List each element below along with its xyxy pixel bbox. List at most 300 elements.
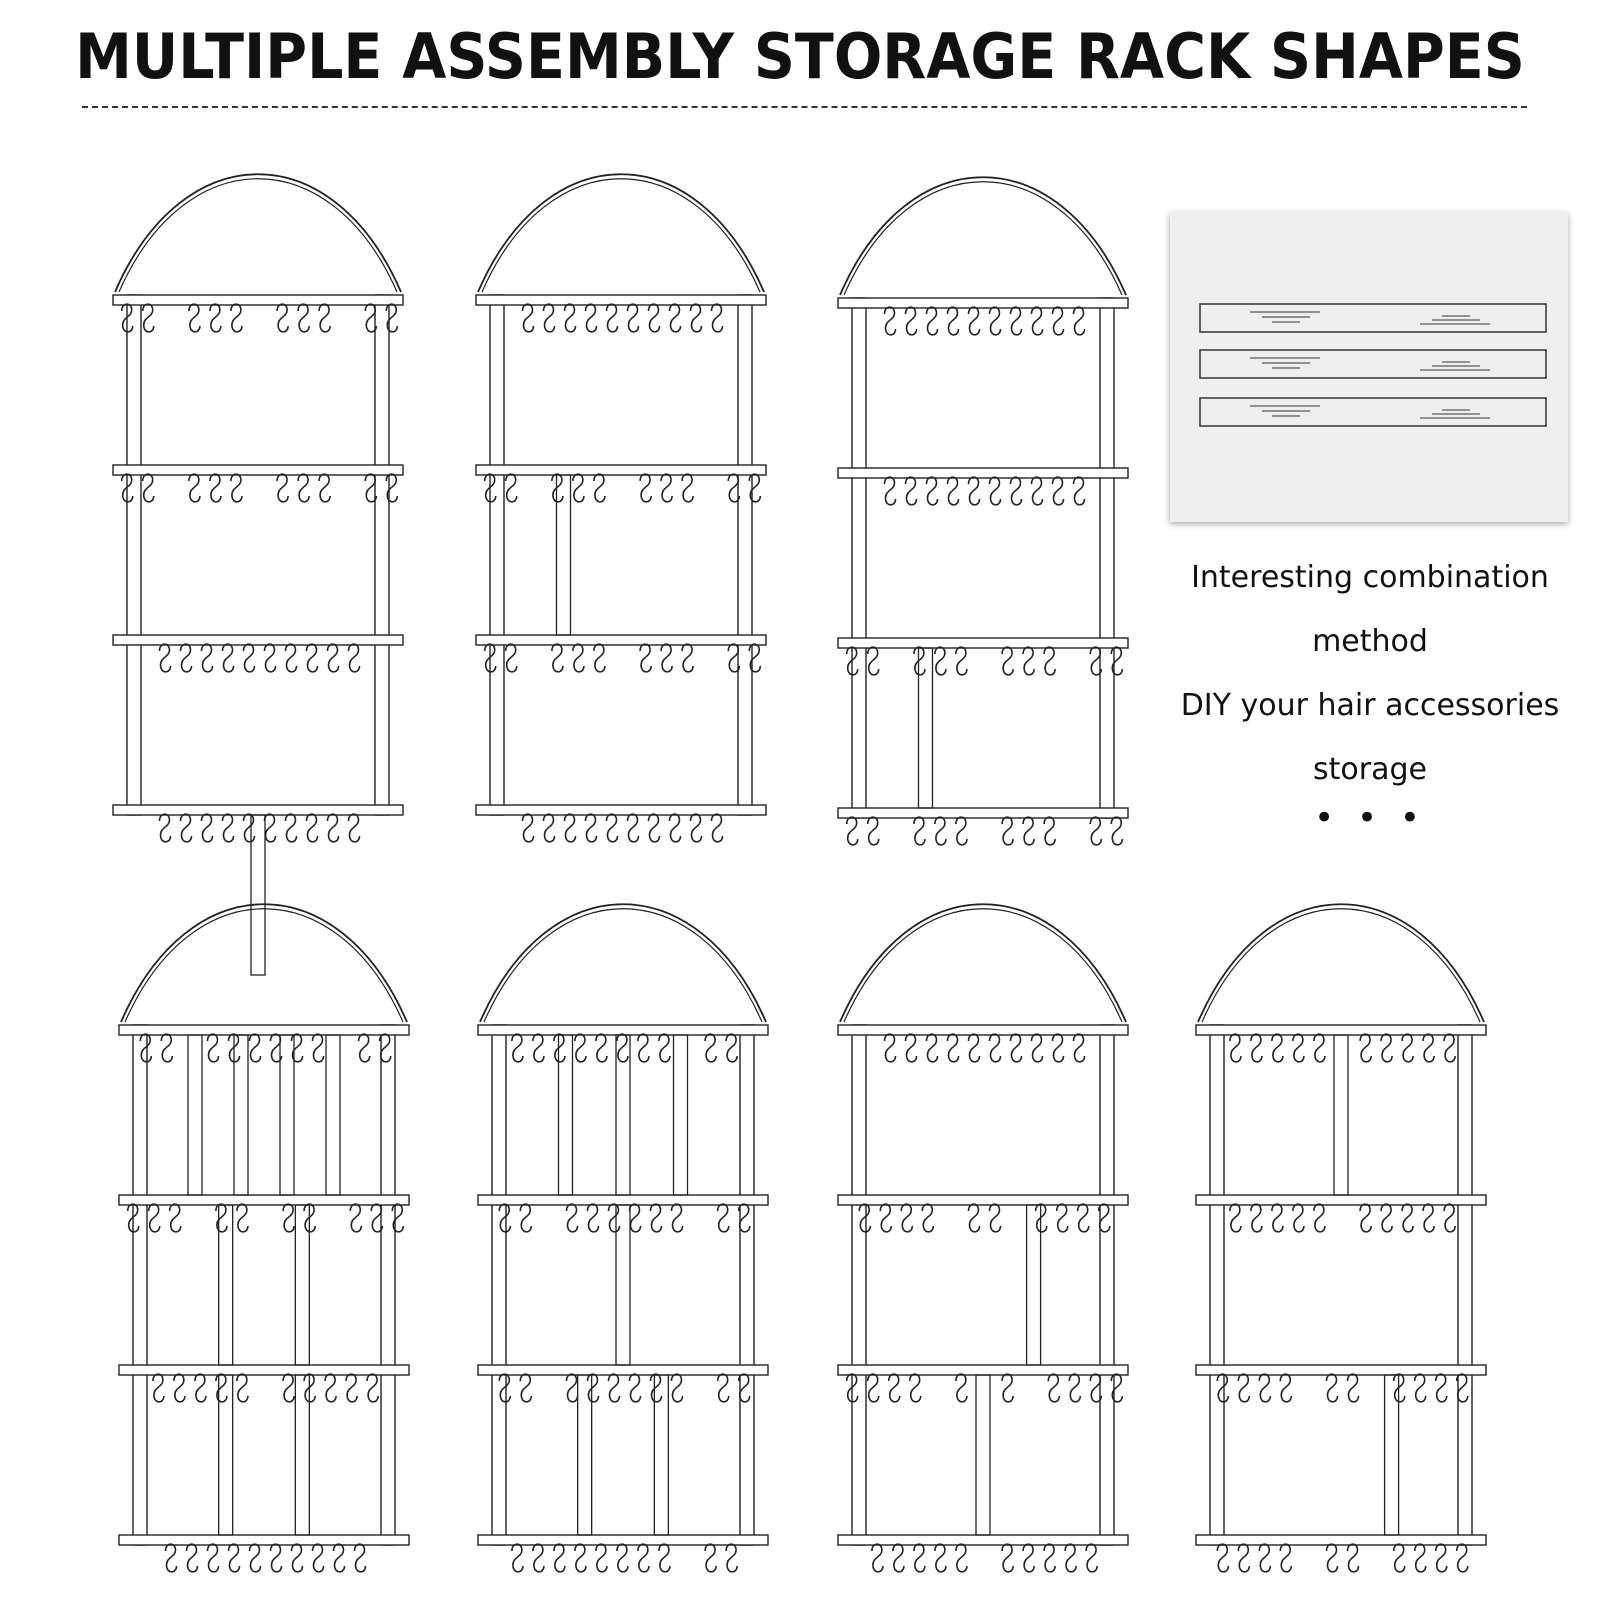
hook-icon [1053, 477, 1064, 505]
hook-icon [672, 1204, 683, 1232]
hook-icon [1044, 1544, 1055, 1572]
hook-icon [640, 644, 651, 672]
hook-icon [935, 817, 946, 845]
hook-icon [594, 474, 605, 502]
hook-icon [520, 1374, 531, 1402]
hook-icon [523, 304, 534, 332]
hook-icon [927, 1034, 938, 1062]
hook-icon [885, 1034, 896, 1062]
hook-icon [868, 647, 879, 675]
hook-icon [355, 1544, 366, 1572]
hook-icon [1272, 1034, 1283, 1062]
hook-icon [1048, 1374, 1059, 1402]
hook-icon [283, 1204, 294, 1232]
hook-icon [1078, 1204, 1089, 1232]
side-rail [1210, 1025, 1224, 1545]
hook-icon [1065, 1544, 1076, 1572]
hook-icon [1348, 1374, 1359, 1402]
hook-icon [1314, 1204, 1325, 1232]
hook-icon [705, 1544, 716, 1572]
hook-icon [1002, 1374, 1013, 1402]
hook-icon [512, 1544, 523, 1572]
ellipsis: • • • [1314, 798, 1426, 838]
hook-icon [990, 477, 1001, 505]
hanging-rope-inner [482, 179, 760, 292]
shelf-bar [838, 1195, 1128, 1205]
hook-icon [1436, 1374, 1447, 1402]
hook-icon [859, 1204, 870, 1232]
hook-icon [914, 647, 925, 675]
divider-post [559, 1035, 573, 1195]
hook-icon [586, 304, 597, 332]
hook-icon [586, 814, 597, 842]
hook-icon [596, 1544, 607, 1572]
hook-icon [1415, 1544, 1426, 1572]
hanging-rope-inner [125, 909, 403, 1022]
hook-icon [533, 1034, 544, 1062]
hook-icon [554, 1544, 565, 1572]
hook-icon [1360, 1034, 1371, 1062]
hook-icon [544, 304, 555, 332]
hook-icon [1230, 1204, 1241, 1232]
hook-icon [181, 814, 192, 842]
hook-icon [567, 1374, 578, 1402]
hook-icon [1111, 647, 1122, 675]
hook-icon [292, 1034, 303, 1062]
hook-icon [609, 1204, 620, 1232]
hook-icon [520, 1204, 531, 1232]
hook-icon [872, 1544, 883, 1572]
hook-icon [1032, 307, 1043, 335]
hook-icon [726, 1544, 737, 1572]
hook-icon [202, 814, 213, 842]
hook-icon [533, 1544, 544, 1572]
hook-icon [1360, 1204, 1371, 1232]
hook-icon [651, 1374, 662, 1402]
hook-icon [231, 304, 242, 332]
hook-icon [956, 1374, 967, 1402]
hook-icon [969, 307, 980, 335]
hook-icon [237, 1374, 248, 1402]
side-rail [490, 295, 504, 815]
hook-icon [298, 304, 309, 332]
hook-icon [927, 307, 938, 335]
hook-icon [922, 1204, 933, 1232]
hook-icon [554, 1034, 565, 1062]
hook-icon [143, 474, 154, 502]
hook-icon [948, 1034, 959, 1062]
hook-icon [271, 1544, 282, 1572]
hook-icon [506, 474, 517, 502]
hook-icon [935, 647, 946, 675]
hook-icon [1280, 1374, 1291, 1402]
hook-icon [512, 1034, 523, 1062]
shelf-bar [1196, 1025, 1486, 1035]
hook-icon [956, 647, 967, 675]
hook-icon [628, 304, 639, 332]
hook-icon [691, 814, 702, 842]
hook-icon [1327, 1544, 1338, 1572]
side-rail [375, 295, 389, 815]
page-title: MULTIPLE ASSEMBLY STORAGE RACK SHAPES [75, 20, 1525, 93]
hook-icon [140, 1034, 151, 1062]
hook-icon [868, 817, 879, 845]
hook-icon [661, 474, 672, 502]
divider-post [188, 1035, 202, 1195]
hook-icon [575, 1034, 586, 1062]
hook-icon [1293, 1034, 1304, 1062]
hook-icon [499, 1204, 510, 1232]
hook-icon [726, 1034, 737, 1062]
hook-icon [1381, 1204, 1392, 1232]
hook-icon [544, 814, 555, 842]
divider-post [1385, 1375, 1399, 1535]
hook-icon [573, 474, 584, 502]
hook-icon [1053, 1034, 1064, 1062]
hook-icon [948, 307, 959, 335]
hook-icon [1023, 647, 1034, 675]
hanging-rope [478, 174, 764, 292]
caption-line-1: Interesting combination [1191, 560, 1549, 595]
shelf-bar [113, 295, 403, 305]
hook-icon [223, 814, 234, 842]
hook-icon [359, 1034, 370, 1062]
hook-icon [174, 1374, 185, 1402]
hook-icon [901, 1204, 912, 1232]
hook-icon [1444, 1034, 1455, 1062]
hook-icon [880, 1204, 891, 1232]
hook-icon [1111, 1374, 1122, 1402]
hook-icon [749, 474, 760, 502]
boards-panel [1170, 212, 1568, 522]
hook-icon [202, 644, 213, 672]
hook-icon [1074, 1034, 1085, 1062]
rack-diagram [838, 904, 1128, 1572]
hook-icon [1293, 1204, 1304, 1232]
hook-icon [161, 1034, 172, 1062]
shelf-bar [838, 298, 1128, 308]
hook-icon [195, 1374, 206, 1402]
rack-diagram [838, 177, 1128, 845]
caption-line-3: DIY your hair accessories [1180, 688, 1560, 723]
hook-icon [1348, 1544, 1359, 1572]
hook-icon [319, 304, 330, 332]
hook-icon [914, 817, 925, 845]
shelf-bar [838, 808, 1128, 818]
hook-icon [350, 1204, 361, 1232]
hook-icon [229, 1544, 240, 1572]
hook-icon [682, 474, 693, 502]
hook-icon [319, 474, 330, 502]
divider-post [919, 648, 933, 808]
hook-icon [565, 814, 576, 842]
hook-icon [948, 477, 959, 505]
hook-icon [307, 644, 318, 672]
hook-icon [1280, 1544, 1291, 1572]
hook-icon [386, 304, 397, 332]
three-stacked-boards-icon [1170, 212, 1568, 522]
side-rail [381, 1025, 395, 1545]
hook-icon [927, 477, 938, 505]
shelf-bar [838, 1025, 1128, 1035]
hook-icon [265, 814, 276, 842]
hook-icon [1230, 1034, 1241, 1062]
hook-icon [969, 1204, 980, 1232]
hook-icon [718, 1204, 729, 1232]
hook-icon [588, 1204, 599, 1232]
hook-icon [567, 1204, 578, 1232]
hook-icon [286, 814, 297, 842]
shelf-bar [113, 465, 403, 475]
divider-post [1334, 1035, 1348, 1195]
hook-icon [1217, 1544, 1228, 1572]
hanging-rope-inner [484, 909, 762, 1022]
hook-icon [617, 1034, 628, 1062]
hook-icon [607, 814, 618, 842]
hook-icon [990, 1034, 1001, 1062]
rack-diagram [119, 904, 409, 1572]
side-rail [738, 295, 752, 815]
hook-icon [346, 1374, 357, 1402]
side-rail [127, 295, 141, 815]
hook-icon [328, 814, 339, 842]
hook-icon [651, 1204, 662, 1232]
hook-icon [906, 1034, 917, 1062]
divider-post [295, 1375, 309, 1535]
side-rail [740, 1025, 754, 1545]
caption-line-4: storage [1313, 752, 1427, 787]
hook-icon [349, 814, 360, 842]
hook-icon [216, 1204, 227, 1232]
hook-icon [153, 1374, 164, 1402]
hook-icon [1044, 647, 1055, 675]
hook-icon [1074, 477, 1085, 505]
shelf-bar [476, 805, 766, 815]
hanging-rope [480, 904, 766, 1022]
hook-icon [1032, 1034, 1043, 1062]
hook-icon [1090, 817, 1101, 845]
hook-icon [630, 1204, 641, 1232]
shelf-bar [119, 1025, 409, 1035]
hook-icon [334, 1544, 345, 1572]
hook-icon [1011, 477, 1022, 505]
hook-icon [969, 1034, 980, 1062]
hook-icon [166, 1544, 177, 1572]
hook-icon [885, 477, 896, 505]
hook-icon [609, 1374, 620, 1402]
hook-icon [328, 644, 339, 672]
hook-icon [1314, 1034, 1325, 1062]
hook-icon [607, 304, 618, 332]
hook-icon [160, 814, 171, 842]
hook-icon [1044, 817, 1055, 845]
hanging-rope [840, 177, 1126, 295]
shelf-bar [1196, 1535, 1486, 1545]
hook-icon [893, 1544, 904, 1572]
hook-icon [672, 1374, 683, 1402]
hook-icon [244, 814, 255, 842]
hook-icon [208, 1544, 219, 1572]
rack-diagram [476, 174, 766, 842]
hook-icon [367, 1374, 378, 1402]
hook-icon [1272, 1204, 1283, 1232]
hanging-rope-inner [119, 179, 397, 292]
hook-icon [1423, 1034, 1434, 1062]
hook-icon [1111, 817, 1122, 845]
side-rail [1458, 1025, 1472, 1545]
hook-icon [1423, 1204, 1434, 1232]
hook-icon [718, 1374, 729, 1402]
hook-icon [1251, 1034, 1262, 1062]
shelf-bar [113, 635, 403, 645]
hook-icon [313, 1034, 324, 1062]
hook-icon [1057, 1204, 1068, 1232]
rack-diagram [1196, 904, 1486, 1572]
hook-icon [349, 644, 360, 672]
hook-icon [552, 644, 563, 672]
hook-icon [307, 814, 318, 842]
hook-icon [210, 304, 221, 332]
hook-icon [189, 304, 200, 332]
hook-icon [1381, 1034, 1392, 1062]
hook-icon [1086, 1544, 1097, 1572]
hook-icon [313, 1544, 324, 1572]
divider-post [280, 1035, 294, 1195]
shelf-bar [478, 1365, 768, 1375]
hook-icon [565, 304, 576, 332]
caption-line-2: method [1312, 624, 1428, 659]
side-rail [1100, 1025, 1114, 1545]
side-rail [1100, 298, 1114, 818]
hook-icon [170, 1204, 181, 1232]
hook-icon [1032, 477, 1043, 505]
hook-icon [1415, 1374, 1426, 1402]
shelf-bar [119, 1195, 409, 1205]
hanging-rope [121, 904, 407, 1022]
hook-icon [552, 474, 563, 502]
hook-icon [573, 644, 584, 672]
hook-icon [1444, 1204, 1455, 1232]
hook-icon [659, 1544, 670, 1572]
hook-icon [906, 477, 917, 505]
hook-icon [889, 1374, 900, 1402]
shelf-bar [838, 1365, 1128, 1375]
hook-icon [1251, 1204, 1262, 1232]
hook-icon [670, 814, 681, 842]
hook-icon [1394, 1544, 1405, 1572]
hook-icon [298, 474, 309, 502]
hook-icon [712, 304, 723, 332]
hook-icon [231, 474, 242, 502]
hook-icon [1069, 1374, 1080, 1402]
hook-icon [244, 644, 255, 672]
hook-icon [640, 474, 651, 502]
hook-icon [237, 1204, 248, 1232]
hook-icon [617, 1544, 628, 1572]
hook-icon [638, 1544, 649, 1572]
hook-icon [649, 814, 660, 842]
hook-icon [386, 474, 397, 502]
shelf-bar [476, 635, 766, 645]
side-rail [852, 1025, 866, 1545]
hook-icon [1259, 1544, 1270, 1572]
hook-icon [1023, 817, 1034, 845]
hook-icon [1217, 1374, 1228, 1402]
hook-icon [1457, 1544, 1468, 1572]
hook-icon [594, 644, 605, 672]
hook-icon [969, 477, 980, 505]
hook-icon [1402, 1034, 1413, 1062]
hook-icon [868, 1374, 879, 1402]
hook-icon [143, 304, 154, 332]
shelf-bar [119, 1365, 409, 1375]
hook-icon [325, 1374, 336, 1402]
hook-icon [181, 644, 192, 672]
side-rail [852, 298, 866, 818]
hook-icon [649, 304, 660, 332]
side-rail [492, 1025, 506, 1545]
rack-diagram [478, 904, 768, 1572]
hook-icon [499, 1374, 510, 1402]
hook-icon [705, 1034, 716, 1062]
rack-diagram [113, 174, 403, 975]
hook-icon [1327, 1374, 1338, 1402]
hook-icon [712, 814, 723, 842]
divider-post [674, 1035, 688, 1195]
hook-icon [286, 644, 297, 672]
hook-icon [588, 1374, 599, 1402]
divider-post [326, 1035, 340, 1195]
hook-icon [682, 644, 693, 672]
hook-icon [1011, 307, 1022, 335]
hook-icon [1011, 1034, 1022, 1062]
divider-post [1027, 1205, 1041, 1365]
hook-icon [265, 644, 276, 672]
shelf-bar [113, 805, 403, 815]
hook-icon [523, 814, 534, 842]
hook-icon [906, 307, 917, 335]
hook-icon [223, 644, 234, 672]
divider-post [976, 1375, 990, 1535]
hook-icon [628, 814, 639, 842]
divider-post [557, 475, 571, 635]
shelf-bar [476, 295, 766, 305]
hook-icon [1002, 817, 1013, 845]
hook-icon [1002, 647, 1013, 675]
hook-icon [1259, 1374, 1270, 1402]
hook-icon [187, 1544, 198, 1572]
divider-post [295, 1205, 309, 1365]
hook-icon [208, 1034, 219, 1062]
hook-icon [885, 307, 896, 335]
hook-icon [659, 1034, 670, 1062]
hook-icon [661, 644, 672, 672]
hook-icon [1023, 1544, 1034, 1572]
shelf-bar [119, 1535, 409, 1545]
hook-icon [189, 474, 200, 502]
hook-icon [990, 307, 1001, 335]
shelf-bar [838, 1535, 1128, 1545]
hook-icon [956, 1544, 967, 1572]
hook-icon [160, 644, 171, 672]
hanging-rope [115, 174, 401, 292]
hook-icon [630, 1374, 641, 1402]
hanging-rope [1198, 904, 1484, 1022]
shelf-bar [838, 468, 1128, 478]
shelf-bar [838, 638, 1128, 648]
hook-icon [277, 474, 288, 502]
hook-icon [638, 1034, 649, 1062]
